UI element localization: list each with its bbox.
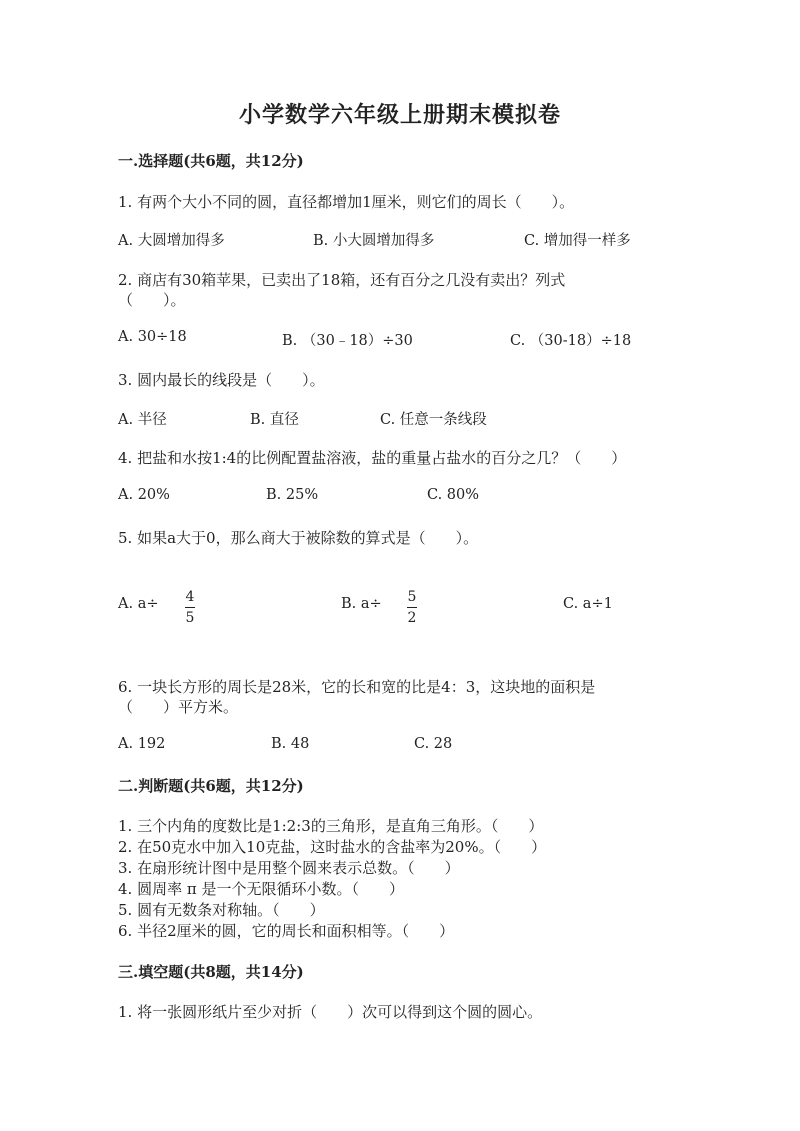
judge-item: 2. 在50克水中加入10克盐，这时盐水的含盐率为20%。（ ）	[118, 838, 547, 856]
option-a: A. 30÷18	[118, 329, 187, 345]
question-stem: 6. 一块长方形的周长是28米，它的长和宽的比是4：3，这块地的面积是	[118, 678, 596, 696]
option-c: C. 增加得一样多	[524, 233, 631, 249]
fraction-bar	[185, 607, 195, 608]
fraction-denominator: 2	[407, 610, 417, 626]
option-b: B. 48	[271, 736, 310, 752]
fraction-numerator: 4	[185, 589, 195, 605]
option-a: A. 大圆增加得多	[118, 233, 225, 249]
option-b: B. （30﹣18）÷30	[282, 333, 413, 349]
option-c: C. （30-18）÷18	[510, 333, 632, 349]
option-a: A. 20%	[118, 487, 170, 503]
fraction-four-fifths	[185, 589, 195, 626]
judge-item: 3. 在扇形统计图中是用整个圆来表示总数。（ ）	[118, 859, 460, 877]
option-b: B. 25%	[266, 487, 319, 503]
question-stem: 2. 商店有30箱苹果，已卖出了18箱，还有百分之几没有卖出？列式	[118, 271, 566, 289]
option-b-prefix: B. a÷	[341, 596, 382, 612]
option-a: A. 192	[118, 736, 166, 752]
question-stem-continued: （ ）。	[118, 291, 186, 309]
fraction-bar	[407, 607, 417, 608]
judge-item: 1. 三个内角的度数比是1:2:3的三角形，是直角三角形。（ ）	[118, 817, 544, 835]
fraction-numerator: 5	[407, 589, 417, 605]
option-c: C. 任意一条线段	[380, 412, 487, 428]
question-stem-continued: （ ）平方米。	[118, 698, 239, 716]
question-stem: 4. 把盐和水按1:4的比例配置盐溶液，盐的重量占盐水的百分之几？（ ）	[118, 449, 627, 467]
section-heading-judge: 二.判断题(共6题，共12分)	[118, 777, 304, 795]
option-c: C. 28	[414, 736, 453, 752]
fraction-five-halves	[407, 589, 417, 626]
judge-item: 6. 半径2厘米的圆，它的周长和面积相等。（ ）	[118, 922, 455, 940]
question-stem: 1. 有两个大小不同的圆，直径都增加1厘米，则它们的周长（ ）。	[118, 193, 575, 211]
question-stem: 1. 将一张圆形纸片至少对折（ ）次可以得到这个圆的圆心。	[118, 1003, 543, 1021]
section-heading-choice: 一.选择题(共6题，共12分)	[118, 152, 304, 170]
option-b: B. 小大圆增加得多	[313, 233, 435, 249]
judge-item: 4. 圆周率 π 是一个无限循环小数。（ ）	[118, 880, 404, 898]
fraction-denominator: 5	[185, 610, 195, 626]
option-c: C. a÷1	[563, 596, 613, 612]
option-a: A. 半径	[118, 412, 167, 428]
option-a-prefix: A. a÷	[118, 596, 159, 612]
option-c: C. 80%	[427, 487, 480, 503]
option-b: B. 直径	[250, 412, 299, 428]
question-stem: 5. 如果a大于0，那么商大于被除数的算式是（ ）。	[118, 529, 479, 547]
question-stem: 3. 圆内最长的线段是（ ）。	[118, 371, 325, 389]
judge-item: 5. 圆有无数条对称轴。（ ）	[118, 901, 325, 919]
section-heading-fill: 三.填空题(共8题，共14分)	[118, 963, 304, 981]
page-title: 小学数学六年级上册期末模拟卷	[238, 102, 561, 128]
